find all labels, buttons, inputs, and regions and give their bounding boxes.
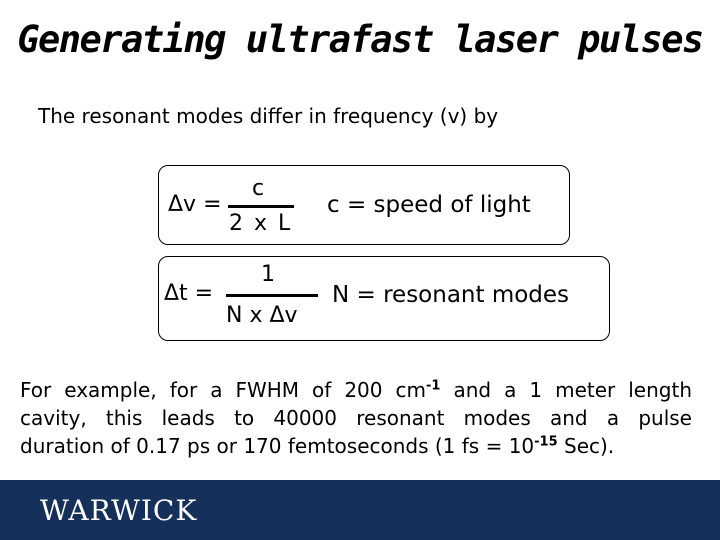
- example-paragraph: [20, 376, 692, 460]
- resonant-modes-note: N = resonant modes: [332, 282, 570, 308]
- eq1-fraction-bar: [228, 205, 294, 208]
- eq1-denominator: 2 x L: [229, 211, 293, 236]
- eq2-fraction-bar: [226, 294, 318, 297]
- speed-of-light-note: c = speed of light: [327, 192, 531, 218]
- eq1-lhs: Δv =: [168, 192, 222, 217]
- paragraph-line-3: duration of 0.17 ps or 170 femtoseconds (1 fs = $10^{-15}$ Sec).: [20, 434, 615, 458]
- paragraph-line-2: cavity, this leads to 40000 resonant modes and a pulse: [20, 406, 692, 430]
- intro-text: The resonant modes differ in frequency (v) by: [38, 104, 499, 128]
- inverse-cm-superscript: -1: [426, 378, 441, 394]
- paragraph-line-1: For example, for a FWHM of 200 $cm^{-1}$ and a 1 meter length: [20, 378, 692, 402]
- eq2-denominator: N x Δv: [226, 303, 298, 328]
- eq2-numerator: 1: [261, 262, 275, 287]
- eq1-numerator: c: [252, 176, 265, 201]
- warwick-logo: WARWICK: [40, 494, 198, 527]
- exponent-superscript: -15: [534, 434, 558, 450]
- eq2-lhs: Δt =: [164, 281, 214, 306]
- slide-title: Generating ultrafast laser pulses: [17, 18, 703, 61]
